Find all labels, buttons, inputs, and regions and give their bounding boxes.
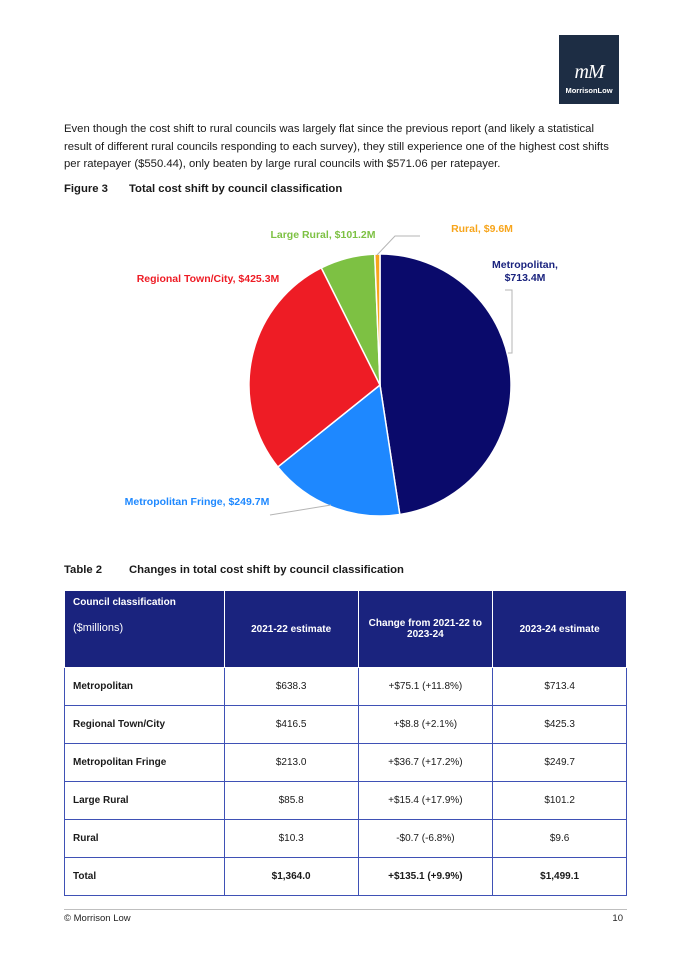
cell-2023-24: $9.6 bbox=[493, 820, 627, 858]
row-label: Metropolitan Fringe bbox=[65, 744, 225, 782]
row-label: Metropolitan bbox=[65, 668, 225, 706]
cell-2021-22: $416.5 bbox=[224, 706, 358, 744]
slice-label-metropolitan-fringe: Metropolitan Fringe, $249.7M bbox=[124, 496, 270, 508]
row-label: Regional Town/City bbox=[65, 706, 225, 744]
footer-divider bbox=[64, 909, 627, 910]
cost-shift-table bbox=[64, 590, 627, 896]
cell-change: +$135.1 (+9.9%) bbox=[358, 858, 493, 896]
header-col1-unit: ($millions) bbox=[73, 622, 124, 634]
cell-change: +$8.8 (+2.1%) bbox=[358, 706, 493, 744]
figure-number: Figure 3 bbox=[64, 183, 108, 195]
cell-2021-22: $213.0 bbox=[224, 744, 358, 782]
cell-change: +$15.4 (+17.9%) bbox=[358, 782, 493, 820]
cell-2023-24: $249.7 bbox=[493, 744, 627, 782]
row-label: Rural bbox=[65, 820, 225, 858]
pie-slice-metropolitan bbox=[380, 254, 511, 515]
morrison-low-logo bbox=[559, 35, 619, 104]
leader-line-rural bbox=[377, 236, 420, 255]
table-caption bbox=[64, 564, 404, 576]
cell-2023-24: $101.2 bbox=[493, 782, 627, 820]
table-title: Changes in total cost shift by council classification bbox=[129, 564, 404, 576]
cell-2023-24: $1,499.1 bbox=[493, 858, 627, 896]
pie-chart bbox=[0, 200, 675, 530]
footer-copyright: © Morrison Low bbox=[64, 913, 131, 924]
table-row bbox=[65, 668, 627, 706]
slice-label-regional-town-city: Regional Town/City, $425.3M bbox=[136, 273, 280, 285]
table-header-row bbox=[65, 591, 627, 668]
slice-label-metropolitan: Metropolitan, $713.4M bbox=[492, 259, 558, 284]
cell-2021-22: $10.3 bbox=[224, 820, 358, 858]
cell-change: +$75.1 (+11.8%) bbox=[358, 668, 493, 706]
cell-2023-24: $713.4 bbox=[493, 668, 627, 706]
body-paragraph: Even though the cost shift to rural councils was largely flat since the previous report (and likely a statistical result of different rural councils responding to each survey), they still experience one of the highest cost shifts per ratepayer ($550.44), only beaten by large rural councils with $571.06 per ratepayer. bbox=[64, 123, 609, 170]
table-row bbox=[65, 782, 627, 820]
cell-2021-22: $1,364.0 bbox=[224, 858, 358, 896]
table-row bbox=[65, 706, 627, 744]
table-total-row bbox=[65, 858, 627, 896]
cell-2023-24: $425.3 bbox=[493, 706, 627, 744]
header-2021-22: 2021-22 estimate bbox=[224, 591, 358, 668]
table-row bbox=[65, 820, 627, 858]
cell-2021-22: $638.3 bbox=[224, 668, 358, 706]
slice-label-large-rural: Large Rural, $101.2M bbox=[270, 229, 376, 241]
slice-label-rural: Rural, $9.6M bbox=[451, 223, 513, 235]
figure-title: Total cost shift by council classification bbox=[129, 183, 343, 195]
table-number: Table 2 bbox=[64, 564, 103, 576]
table-row bbox=[65, 744, 627, 782]
leader-line-metro-fringe bbox=[270, 505, 331, 515]
figure-caption bbox=[64, 183, 342, 195]
header-col1-label: Council classification bbox=[73, 597, 176, 608]
page-number: 10 bbox=[612, 913, 623, 924]
row-label: Large Rural bbox=[65, 782, 225, 820]
cell-2021-22: $85.8 bbox=[224, 782, 358, 820]
header-2023-24: 2023-24 estimate bbox=[493, 591, 627, 668]
logo-text: MorrisonLow bbox=[565, 86, 613, 95]
row-label: Total bbox=[65, 858, 225, 896]
cell-change: +$36.7 (+17.2%) bbox=[358, 744, 493, 782]
header-change: Change from 2021-22 to 2023-24 bbox=[358, 591, 493, 668]
header-council-classification bbox=[65, 591, 225, 668]
leader-line-metropolitan bbox=[505, 290, 512, 353]
cell-change: -$0.7 (-6.8%) bbox=[358, 820, 493, 858]
logo-mark: mM bbox=[574, 61, 604, 83]
